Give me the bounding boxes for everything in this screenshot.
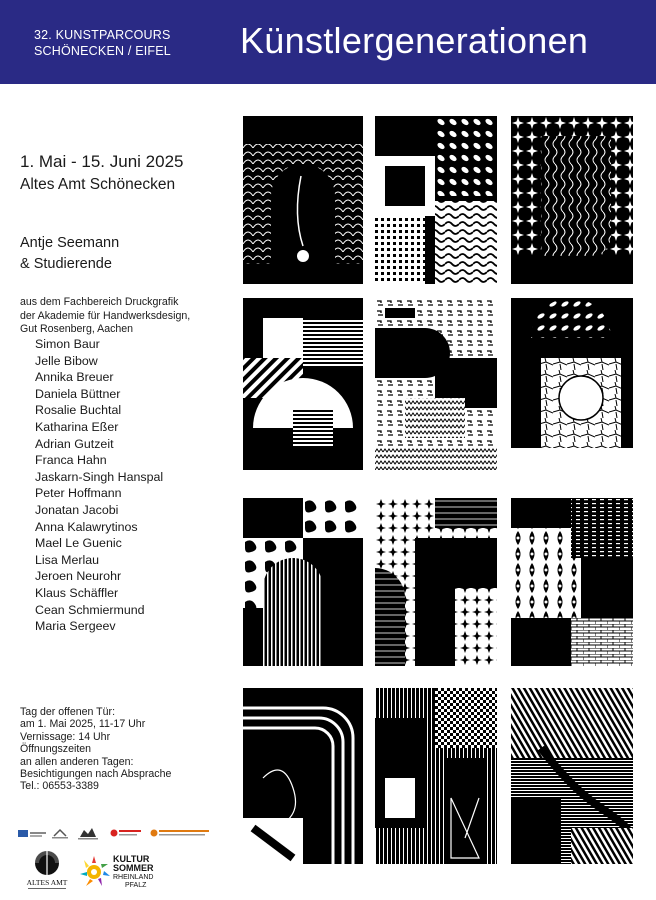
altes-amt-logo <box>20 845 75 895</box>
student-name: Lisa Merlau <box>35 552 100 567</box>
info-line: Öffnungszeiten <box>20 743 92 756</box>
altes-amt-text: ALTES AMT <box>26 878 68 887</box>
artwork-tile <box>243 116 363 284</box>
info-line: am 1. Mai 2025, 11-17 Uhr <box>20 718 146 731</box>
student-name: Maria Sergeev <box>35 619 116 634</box>
artwork-tile <box>375 498 497 666</box>
artwork-tile <box>375 688 497 864</box>
kultur-text-2: SOMMER <box>113 863 154 873</box>
student-name: Katharina Eßer <box>35 419 119 434</box>
student-name: Mael Le Guenic <box>35 536 122 551</box>
artwork-tile <box>511 498 633 666</box>
info-line: an allen anderen Tagen: <box>20 755 134 768</box>
student-name: Jeroen Neurohr <box>35 569 122 584</box>
artwork-tile <box>511 116 633 284</box>
info-line: Vernissage: 14 Uhr <box>20 730 111 743</box>
event-venue: Altes Amt Schönecken <box>20 176 176 193</box>
student-name: Cean Schmiermund <box>35 602 145 617</box>
student-name: Jonatan Jacobi <box>35 502 119 517</box>
sponsor-logo-row <box>18 826 223 840</box>
artwork-grid <box>243 116 633 864</box>
opening-info <box>20 706 230 793</box>
artist-students: & Studierende <box>20 256 112 272</box>
sponsor-logos-icon <box>18 826 223 840</box>
info-line: Tag der offenen Tür: <box>20 706 116 718</box>
header-banner <box>0 0 656 84</box>
student-name: Daniela Büttner <box>35 386 121 401</box>
student-name: Klaus Schäffler <box>35 585 119 600</box>
student-name: Franca Hahn <box>35 453 107 468</box>
kultur-text-4: PFALZ <box>125 882 147 889</box>
page-title: Künstlergenerationen <box>240 20 589 61</box>
department-line: aus dem Fachbereich Druckgrafik <box>20 296 179 308</box>
kultursommer-sun-icon <box>80 850 160 894</box>
info-phone: Tel.: 06553-3389 <box>20 780 99 793</box>
artwork-tile <box>243 498 363 666</box>
student-name: Adrian Gutzeit <box>35 436 114 451</box>
department-description <box>20 296 240 337</box>
student-name: Annika Breuer <box>35 370 114 385</box>
artwork-tile <box>375 298 497 470</box>
artist-name: Antje Seemann <box>20 235 120 251</box>
student-name: Anna Kalawrytinos <box>35 519 138 534</box>
subtitle-line-2: SCHÖNECKEN / EIFEL <box>34 44 171 58</box>
student-name: Jelle Bibow <box>35 353 98 368</box>
artwork-tile <box>243 298 363 470</box>
kultursommer-logo <box>80 850 160 894</box>
artwork-tile <box>243 688 363 864</box>
student-name: Rosalie Buchtal <box>35 403 122 418</box>
subtitle-line-1: 32. KUNSTPARCOURS <box>34 28 171 42</box>
student-name: Jaskarn-Singh Hanspal <box>35 469 164 484</box>
kultur-text-3: RHEINLAND <box>113 874 154 881</box>
altes-amt-emblem-icon <box>20 845 75 895</box>
department-line: Gut Rosenberg, Aachen <box>20 323 134 335</box>
kultur-text-1: KULTUR <box>113 854 150 864</box>
artwork-tile <box>511 688 633 864</box>
artwork-tile <box>511 298 633 470</box>
student-name: Peter Hoffmann <box>35 486 122 501</box>
event-dates: 1. Mai - 15. Juni 2025 <box>20 152 184 171</box>
student-name: Simon Baur <box>35 337 100 351</box>
info-line: Besichtigungen nach Absprache <box>20 768 172 781</box>
artwork-tile <box>375 116 497 284</box>
department-line: der Akademie für Handwerksdesign, <box>20 309 191 322</box>
student-list <box>35 336 163 635</box>
